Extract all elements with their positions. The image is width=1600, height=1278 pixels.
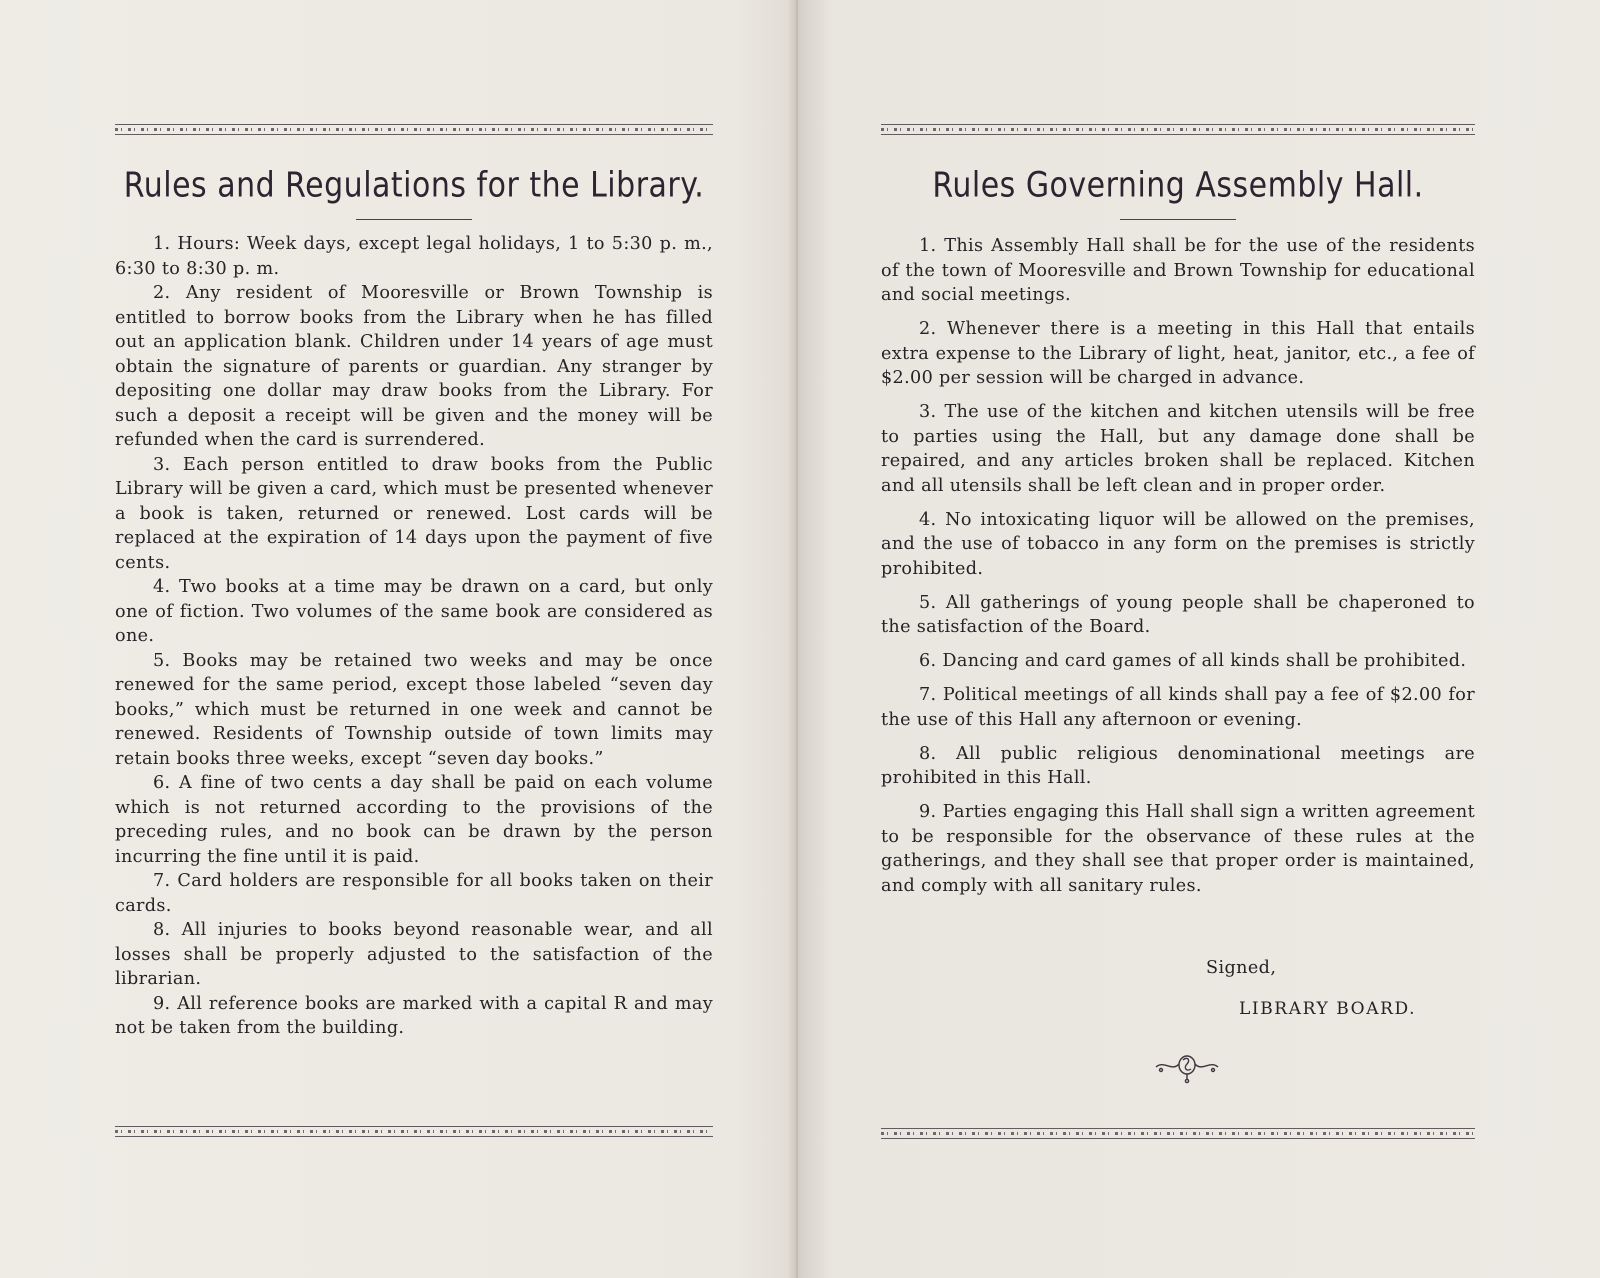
signed-label: Signed, (1206, 958, 1277, 978)
right-page (881, 0, 1475, 1278)
bottom-ornamental-border (115, 1126, 713, 1137)
hall-rule-3: 3. The use of the kitchen and kitchen utensils will be free to parties using the Hall, but any damage done shall be repaired, and any articles broken shall be replaced. Kitchen and all utensils shall be left clean and in proper order. (881, 402, 1475, 496)
top-ornamental-border (115, 124, 713, 135)
library-rules-title: Rules and Regulations for the Library. (123, 165, 705, 206)
library-rule-9: 9. All reference books are marked with a capital R and may not be taken from the building. (115, 993, 713, 1038)
signatory-library-board: LIBRARY BOARD. (1239, 999, 1417, 1019)
library-rule-5: 5. Books may be retained two weeks and may be once renewed for the same period, except those labeled “seven day books,” which must be returned in one week and cannot be renewed. Residents of Township outside of town limits may retain books three weeks, except “seven day books.” (115, 650, 713, 769)
library-rule-8: 8. All injuries to books beyond reasonable wear, and all losses shall be properly adjusted to the satisfaction of the librarian. (115, 920, 713, 989)
bottom-ornamental-border (881, 1128, 1475, 1139)
library-rules-list (115, 232, 713, 1041)
assembly-hall-rules-list (881, 234, 1475, 908)
library-rule-6: 6. A fine of two cents a day shall be paid on each volume which is not returned according to the provisions of the preceding rules, and no book can be drawn by the person incurring the fine until it is paid. (115, 773, 713, 867)
library-rule-4: 4. Two books at a time may be drawn on a card, but only one of fiction. Two volumes of the same book are considered as one. (115, 577, 713, 646)
left-page (115, 0, 713, 1278)
title-underline (356, 219, 472, 220)
library-rule-7: 7. Card holders are responsible for all books taken on their cards. (115, 871, 713, 916)
title-underline (1120, 219, 1236, 220)
page-gutter (796, 0, 798, 1278)
hall-rule-4: 4. No intoxicating liquor will be allowed on the premises, and the use of tobacco in any form on the premises is strictly prohibited. (881, 509, 1475, 579)
library-rule-2: 2. Any resident of Mooresville or Brown Township is entitled to borrow books from the Library when he has filled out an application blank. Children under 14 years of age must obtain the signature of parents or guardian. Any stranger by depositing one dollar may draw books from the Library. For such a deposit a receipt will be given and the money will be refunded when the card is surrendered. (115, 283, 713, 450)
hall-rule-7: 7. Political meetings of all kinds shall pay a fee of $2.00 for the use of this Hall any afternoon or evening. (881, 685, 1475, 730)
flourish-ornament-icon (1152, 1050, 1222, 1084)
hall-rule-1: 1. This Assembly Hall shall be for the use of the residents of the town of Mooresville and Brown Township for educational and social meetings. (881, 236, 1475, 305)
top-ornamental-border (881, 124, 1475, 135)
hall-rule-9: 9. Parties engaging this Hall shall sign a written agreement to be responsible for the observance of these rules at the gatherings, and they shall see that proper order is maintained, and comply with all sanitary rules. (881, 802, 1475, 896)
library-rule-3: 3. Each person entitled to draw books from the Public Library will be given a card, which must be presented whenever a book is taken, returned or renewed. Lost cards will be replaced at the expiration of 14 days upon the payment of five cents. (115, 454, 713, 573)
hall-rule-8: 8. All public religious denominational meetings are prohibited in this Hall. (881, 743, 1475, 788)
hall-rule-2: 2. Whenever there is a meeting in this Hall that entails extra expense to the Library of light, heat, janitor, etc., a fee of $2.00 per session will be charged in advance. (881, 319, 1475, 388)
library-rule-1: 1. Hours: Week days, except legal holidays, 1 to 5:30 p. m., 6:30 to 8:30 p. m. (115, 234, 713, 279)
hall-rule-5: 5. All gatherings of young people shall be chaperoned to the satisfaction of the Board. (881, 592, 1475, 637)
assembly-hall-rules-title: Rules Governing Assembly Hall. (932, 165, 1424, 206)
hall-rule-6: 6. Dancing and card games of all kinds shall be prohibited. (919, 651, 1467, 671)
